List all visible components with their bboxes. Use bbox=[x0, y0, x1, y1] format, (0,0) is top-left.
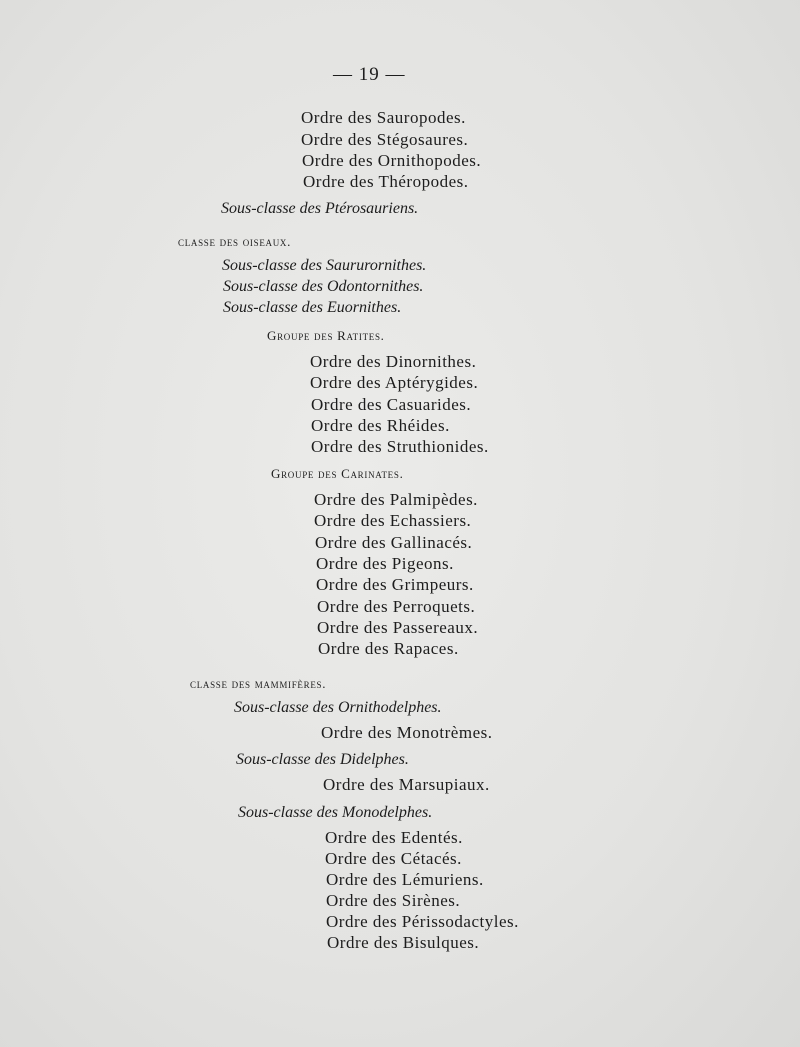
order-entry: Ordre des Perroquets. bbox=[317, 597, 476, 616]
order-entry: Ordre des Pigeons. bbox=[316, 554, 454, 573]
order-entry: Ordre des Ornithopodes. bbox=[302, 151, 482, 170]
order-entry: Ordre des Périssodactyles. bbox=[326, 912, 519, 931]
order-entry: Ordre des Lémuriens. bbox=[326, 870, 484, 889]
order-entry: Ordre des Bisulques. bbox=[327, 933, 480, 952]
order-entry: Ordre des Passereaux. bbox=[317, 618, 479, 637]
subclass-heading: Sous-classe des Monodelphes. bbox=[238, 804, 433, 821]
subclass-heading: Sous-classe des Odontornithes. bbox=[223, 278, 424, 295]
order-entry: Ordre des Echassiers. bbox=[314, 511, 472, 530]
order-entry: Ordre des Sirènes. bbox=[326, 891, 461, 910]
order-entry: Ordre des Casuarides. bbox=[311, 395, 472, 414]
group-heading: Groupe des Ratites. bbox=[267, 328, 385, 343]
order-entry: Ordre des Rapaces. bbox=[318, 639, 459, 658]
class-heading: classe des oiseaux. bbox=[178, 234, 292, 249]
order-entry: Ordre des Rhéides. bbox=[311, 416, 450, 435]
page-number: — 19 — bbox=[333, 64, 406, 85]
order-entry: Ordre des Monotrèmes. bbox=[321, 723, 493, 742]
subclass-heading: Sous-classe des Euornithes. bbox=[223, 299, 402, 316]
order-entry: Ordre des Dinornithes. bbox=[310, 352, 477, 371]
group-heading: Groupe des Carinates. bbox=[271, 466, 404, 481]
order-entry: Ordre des Théropodes. bbox=[303, 172, 469, 191]
subclass-heading: Sous-classe des Ornithodelphes. bbox=[234, 699, 442, 716]
order-entry: Ordre des Stégosaures. bbox=[301, 130, 469, 149]
order-entry: Ordre des Sauropodes. bbox=[301, 108, 466, 127]
order-entry: Ordre des Gallinacés. bbox=[315, 533, 473, 552]
order-entry: Ordre des Palmipèdes. bbox=[314, 490, 478, 509]
order-entry: Ordre des Aptérygides. bbox=[310, 373, 479, 392]
subclass-heading: Sous-classe des Saururornithes. bbox=[222, 257, 427, 274]
order-entry: Ordre des Cétacés. bbox=[325, 849, 462, 868]
subclass-heading: Sous-classe des Didelphes. bbox=[236, 751, 409, 768]
order-entry: Ordre des Edentés. bbox=[325, 828, 463, 847]
order-entry: Ordre des Grimpeurs. bbox=[316, 575, 474, 594]
class-heading: classe des mammifères. bbox=[190, 676, 327, 691]
order-entry: Ordre des Marsupiaux. bbox=[323, 775, 490, 794]
order-entry: Ordre des Struthionides. bbox=[311, 437, 489, 456]
subclass-heading: Sous-classe des Ptérosauriens. bbox=[221, 200, 419, 217]
